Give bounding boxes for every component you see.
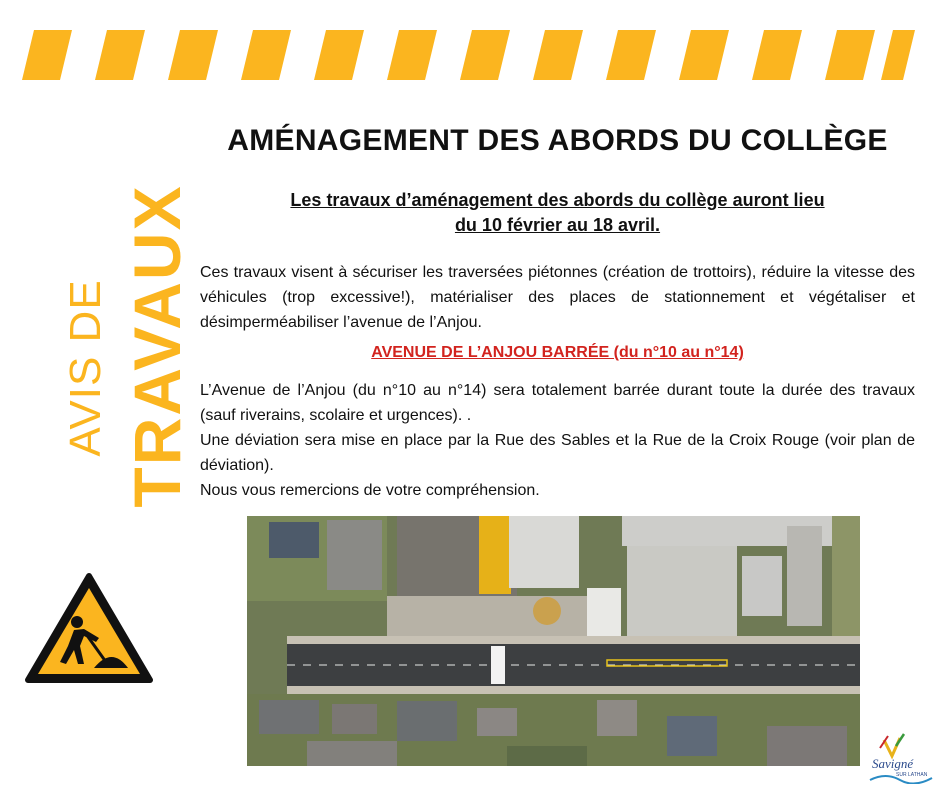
subtitle [200, 188, 915, 238]
road-closure-alert: AVENUE DE L’ANJOU BARRÉE (du n°10 au n°14) [371, 344, 744, 361]
closure-line-2: Une déviation sera mise en place par la Rue des Sables et la Rue de la Croix Rouge (voir plan de déviation). [200, 432, 915, 474]
logo-name: Savigné [872, 756, 914, 771]
closure-line-1: L’Avenue de l’Anjou (du n°10 au n°14) sera totalement barrée durant toute la durée des travaux (sauf riverains, scolaire et urgences). . [200, 382, 915, 424]
side-avis-de: AVIS DE [61, 279, 110, 457]
closure-paragraph [200, 378, 915, 503]
page-title: AMÉNAGEMENT DES ABORDS DU COLLÈGE [227, 124, 888, 157]
town-logo [866, 732, 936, 784]
intro-paragraph: Ces travaux visent à sécuriser les traversées piétonnes (création de trottoirs), réduire la vitesse des véhicules (trop excessive!), matérialiser des places de stationnement et végétaliser et désimperméabiliser l’avenue de l’Anjou. [200, 264, 915, 331]
side-travaux: TRAVAUX [120, 184, 194, 508]
subtitle-line-1: Les travaux d’aménagement des abords du collège auront lieu [290, 190, 825, 210]
hazard-stripes [0, 0, 940, 110]
closure-line-3: Nous vous remercions de votre compréhension. [200, 482, 540, 499]
subtitle-line-2: du 10 février au 18 avril. [454, 215, 661, 235]
road-works-sign-icon [24, 572, 154, 684]
side-heading [30, 170, 194, 550]
logo-subtitle: SUR LATHAN [896, 772, 928, 778]
aerial-plan-image [247, 516, 860, 766]
